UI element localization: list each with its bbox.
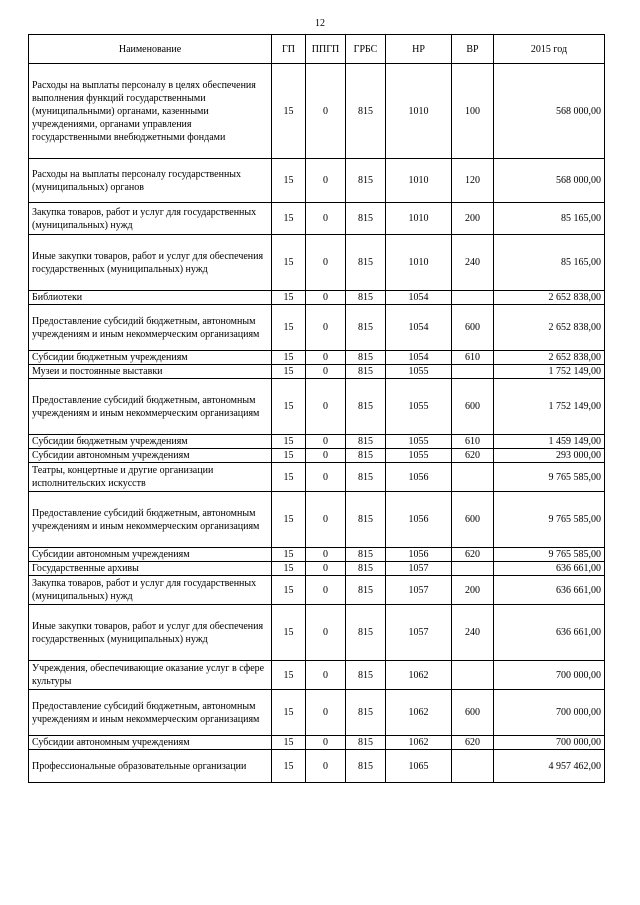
item-name-cell: Расходы на выплаты персоналу государственных (муниципальных) органов	[29, 159, 272, 203]
grbs-cell: 815	[346, 661, 386, 690]
amount-cell: 293 000,00	[494, 449, 605, 463]
amount-cell: 636 661,00	[494, 562, 605, 576]
item-name-cell: Закупка товаров, работ и услуг для государственных (муниципальных) нужд	[29, 203, 272, 235]
amount-cell: 568 000,00	[494, 159, 605, 203]
ppgp-cell: 0	[306, 449, 346, 463]
vr-cell	[452, 291, 494, 305]
header-year: 2015 год	[494, 35, 605, 64]
nr-cell: 1010	[386, 159, 452, 203]
ppgp-cell: 0	[306, 492, 346, 548]
table-row	[29, 235, 605, 291]
nr-cell: 1054	[386, 351, 452, 365]
item-name-cell: Субсидии автономным учреждениям	[29, 449, 272, 463]
ppgp-cell: 0	[306, 235, 346, 291]
vr-cell: 620	[452, 736, 494, 750]
nr-cell: 1010	[386, 203, 452, 235]
nr-cell: 1062	[386, 690, 452, 736]
gp-cell: 15	[272, 203, 306, 235]
ppgp-cell: 0	[306, 548, 346, 562]
nr-cell: 1057	[386, 605, 452, 661]
gp-cell: 15	[272, 548, 306, 562]
grbs-cell: 815	[346, 736, 386, 750]
ppgp-cell: 0	[306, 605, 346, 661]
grbs-cell: 815	[346, 305, 386, 351]
nr-cell: 1055	[386, 449, 452, 463]
item-name-cell: Театры, концертные и другие организации исполнительских искусств	[29, 463, 272, 492]
header-row	[29, 35, 605, 64]
nr-cell: 1054	[386, 291, 452, 305]
header-gp: ГП	[272, 35, 306, 64]
table-row	[29, 291, 605, 305]
item-name-cell: Предоставление субсидий бюджетным, автономным учреждениям и иным некоммерческим организациям	[29, 492, 272, 548]
grbs-cell: 815	[346, 562, 386, 576]
ppgp-cell: 0	[306, 379, 346, 435]
nr-cell: 1055	[386, 435, 452, 449]
grbs-cell: 815	[346, 379, 386, 435]
grbs-cell: 815	[346, 463, 386, 492]
item-name-cell: Предоставление субсидий бюджетным, автономным учреждениям и иным некоммерческим организациям	[29, 305, 272, 351]
item-name-cell: Государственные архивы	[29, 562, 272, 576]
nr-cell: 1056	[386, 548, 452, 562]
grbs-cell: 815	[346, 64, 386, 159]
grbs-cell: 815	[346, 492, 386, 548]
nr-cell: 1056	[386, 492, 452, 548]
header-ppgp: ППГП	[306, 35, 346, 64]
budget-table	[28, 34, 605, 783]
table-row	[29, 736, 605, 750]
gp-cell: 15	[272, 291, 306, 305]
ppgp-cell: 0	[306, 203, 346, 235]
table-row	[29, 449, 605, 463]
ppgp-cell: 0	[306, 562, 346, 576]
gp-cell: 15	[272, 661, 306, 690]
table-row	[29, 435, 605, 449]
grbs-cell: 815	[346, 576, 386, 605]
gp-cell: 15	[272, 379, 306, 435]
nr-cell: 1054	[386, 305, 452, 351]
nr-cell: 1056	[386, 463, 452, 492]
amount-cell: 700 000,00	[494, 690, 605, 736]
grbs-cell: 815	[346, 605, 386, 661]
ppgp-cell: 0	[306, 463, 346, 492]
vr-cell: 200	[452, 576, 494, 605]
amount-cell: 568 000,00	[494, 64, 605, 159]
amount-cell: 1 459 149,00	[494, 435, 605, 449]
gp-cell: 15	[272, 576, 306, 605]
table-row	[29, 203, 605, 235]
ppgp-cell: 0	[306, 351, 346, 365]
vr-cell: 620	[452, 449, 494, 463]
nr-cell: 1062	[386, 736, 452, 750]
vr-cell	[452, 463, 494, 492]
gp-cell: 15	[272, 605, 306, 661]
gp-cell: 15	[272, 435, 306, 449]
gp-cell: 15	[272, 351, 306, 365]
ppgp-cell: 0	[306, 690, 346, 736]
ppgp-cell: 0	[306, 159, 346, 203]
item-name-cell: Закупка товаров, работ и услуг для государственных (муниципальных) нужд	[29, 576, 272, 605]
amount-cell: 1 752 149,00	[494, 379, 605, 435]
amount-cell: 1 752 149,00	[494, 365, 605, 379]
item-name-cell: Иные закупки товаров, работ и услуг для обеспечения государственных (муниципальных) нужд	[29, 605, 272, 661]
amount-cell: 700 000,00	[494, 661, 605, 690]
amount-cell: 9 765 585,00	[494, 463, 605, 492]
vr-cell: 610	[452, 351, 494, 365]
gp-cell: 15	[272, 305, 306, 351]
table-row	[29, 562, 605, 576]
header-nr: НР	[386, 35, 452, 64]
amount-cell: 85 165,00	[494, 235, 605, 291]
grbs-cell: 815	[346, 365, 386, 379]
grbs-cell: 815	[346, 291, 386, 305]
ppgp-cell: 0	[306, 576, 346, 605]
page-number: 12	[315, 18, 325, 29]
item-name-cell: Иные закупки товаров, работ и услуг для обеспечения государственных (муниципальных) нужд	[29, 235, 272, 291]
item-name-cell: Субсидии бюджетным учреждениям	[29, 351, 272, 365]
amount-cell: 2 652 838,00	[494, 351, 605, 365]
header-grbs: ГРБС	[346, 35, 386, 64]
item-name-cell: Субсидии бюджетным учреждениям	[29, 435, 272, 449]
gp-cell: 15	[272, 463, 306, 492]
amount-cell: 636 661,00	[494, 576, 605, 605]
amount-cell: 9 765 585,00	[494, 492, 605, 548]
table-row	[29, 750, 605, 783]
vr-cell: 620	[452, 548, 494, 562]
vr-cell	[452, 562, 494, 576]
gp-cell: 15	[272, 365, 306, 379]
item-name-cell: Профессиональные образовательные организации	[29, 750, 272, 783]
gp-cell: 15	[272, 235, 306, 291]
table-row	[29, 305, 605, 351]
gp-cell: 15	[272, 736, 306, 750]
grbs-cell: 815	[346, 159, 386, 203]
item-name-cell: Предоставление субсидий бюджетным, автономным учреждениям и иным некоммерческим организациям	[29, 690, 272, 736]
table-row	[29, 690, 605, 736]
nr-cell: 1055	[386, 365, 452, 379]
header-vr: ВР	[452, 35, 494, 64]
vr-cell	[452, 365, 494, 379]
vr-cell: 240	[452, 235, 494, 291]
vr-cell: 600	[452, 305, 494, 351]
vr-cell: 100	[452, 64, 494, 159]
vr-cell: 610	[452, 435, 494, 449]
nr-cell: 1055	[386, 379, 452, 435]
table-row	[29, 661, 605, 690]
amount-cell: 636 661,00	[494, 605, 605, 661]
gp-cell: 15	[272, 159, 306, 203]
item-name-cell: Субсидии автономным учреждениям	[29, 548, 272, 562]
grbs-cell: 815	[346, 235, 386, 291]
grbs-cell: 815	[346, 750, 386, 783]
amount-cell: 85 165,00	[494, 203, 605, 235]
ppgp-cell: 0	[306, 750, 346, 783]
ppgp-cell: 0	[306, 291, 346, 305]
gp-cell: 15	[272, 562, 306, 576]
table-row	[29, 351, 605, 365]
table-row	[29, 64, 605, 159]
gp-cell: 15	[272, 449, 306, 463]
amount-cell: 2 652 838,00	[494, 305, 605, 351]
grbs-cell: 815	[346, 548, 386, 562]
item-name-cell: Предоставление субсидий бюджетным, автономным учреждениям и иным некоммерческим организациям	[29, 379, 272, 435]
grbs-cell: 815	[346, 203, 386, 235]
vr-cell: 600	[452, 492, 494, 548]
gp-cell: 15	[272, 750, 306, 783]
nr-cell: 1057	[386, 576, 452, 605]
grbs-cell: 815	[346, 690, 386, 736]
gp-cell: 15	[272, 64, 306, 159]
vr-cell: 200	[452, 203, 494, 235]
ppgp-cell: 0	[306, 736, 346, 750]
grbs-cell: 815	[346, 351, 386, 365]
table-row	[29, 365, 605, 379]
vr-cell	[452, 750, 494, 783]
amount-cell: 700 000,00	[494, 736, 605, 750]
item-name-cell: Музеи и постоянные выставки	[29, 365, 272, 379]
vr-cell	[452, 661, 494, 690]
table-row	[29, 492, 605, 548]
nr-cell: 1065	[386, 750, 452, 783]
nr-cell: 1062	[386, 661, 452, 690]
ppgp-cell: 0	[306, 661, 346, 690]
item-name-cell: Субсидии автономным учреждениям	[29, 736, 272, 750]
table-row	[29, 605, 605, 661]
nr-cell: 1010	[386, 235, 452, 291]
vr-cell: 600	[452, 379, 494, 435]
vr-cell: 600	[452, 690, 494, 736]
nr-cell: 1010	[386, 64, 452, 159]
table-row	[29, 576, 605, 605]
vr-cell: 120	[452, 159, 494, 203]
ppgp-cell: 0	[306, 365, 346, 379]
amount-cell: 4 957 462,00	[494, 750, 605, 783]
ppgp-cell: 0	[306, 305, 346, 351]
amount-cell: 2 652 838,00	[494, 291, 605, 305]
table-row	[29, 548, 605, 562]
vr-cell: 240	[452, 605, 494, 661]
table-row	[29, 159, 605, 203]
item-name-cell: Расходы на выплаты персоналу в целях обеспечения выполнения функций государственными (муниципальными) органами, казенными учреждениями, органами управления государственными внебюджетными фондами	[29, 64, 272, 159]
header-name: Наименование	[29, 35, 272, 64]
gp-cell: 15	[272, 690, 306, 736]
item-name-cell: Учреждения, обеспечивающие оказание услуг в сфере культуры	[29, 661, 272, 690]
table-row	[29, 379, 605, 435]
grbs-cell: 815	[346, 449, 386, 463]
item-name-cell: Библиотеки	[29, 291, 272, 305]
nr-cell: 1057	[386, 562, 452, 576]
amount-cell: 9 765 585,00	[494, 548, 605, 562]
ppgp-cell: 0	[306, 435, 346, 449]
table-row	[29, 463, 605, 492]
grbs-cell: 815	[346, 435, 386, 449]
ppgp-cell: 0	[306, 64, 346, 159]
gp-cell: 15	[272, 492, 306, 548]
